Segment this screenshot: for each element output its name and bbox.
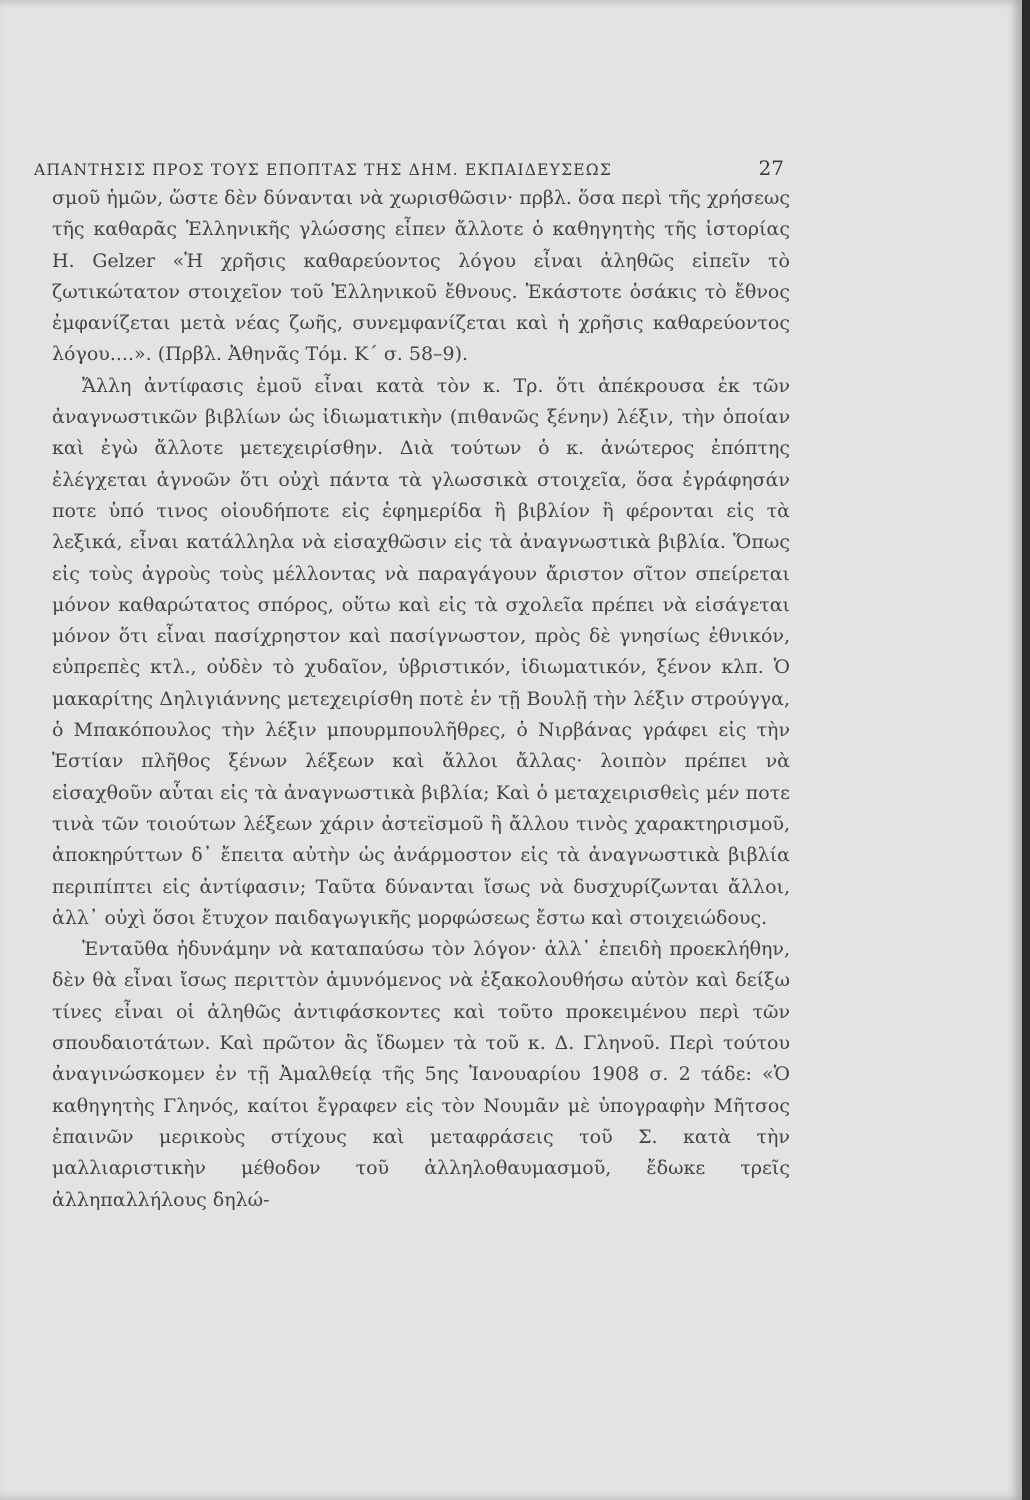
running-header xyxy=(34,156,784,180)
body-text xyxy=(52,183,790,1216)
page-number: 27 xyxy=(758,156,784,180)
paragraph-2: Ἄλλη ἀντίφασις ἐμοῦ εἶναι κατὰ τὸν κ. Τρ. ὅτι ἀπέκρουσα ἐκ τῶν ἀναγνωστικῶν βιβλίων ὡς ἰδιωματικὴν (πιθανῶς ξένην) λέξιν, τὴν ὁποίαν καὶ ἐγὼ ἄλλοτε μετεχειρίσθην. Διὰ τούτων ὁ κ. ἀνώτερος ἐπόπτης ἐλέγχεται ἀγνοῶν ὅτι οὐχὶ πάντα τὰ γλωσσικὰ στοιχεῖα, ὅσα ἐγράφησάν ποτε ὑπό τινος οἱουδήποτε εἰς ἐφημερίδα ἢ βιβλίον ἢ φέρονται εἰς τὰ λεξικά, εἶναι κατάλληλα νὰ εἰσαχθῶσιν εἰς τὰ ἀναγνωστικὰ βιβλία. Ὅπως εἰς τοὺς ἀγροὺς τοὺς μέλλοντας νὰ παραγάγουν ἄριστον σῖτον σπείρεται μόνον καθαρώτατος σπόρος, οὕτω καὶ εἰς τὰ σχολεῖα πρέπει νὰ εἰσάγεται μόνον ὅτι εἶναι πασίχρηστον καὶ πασίγνωστον, πρὸς δὲ γνησίως ἐθνικόν, εὐπρεπὲς κτλ., οὐδὲν τὸ χυδαῖον, ὑβριστικόν, ἰδιωματικόν, ξένον κλπ. Ὁ μακαρίτης Δηλιγιάννης μετεχειρίσθη ποτὲ ἐν τῇ Βουλῇ τὴν λέξιν στρούγγα, ὁ Μπακόπουλος τὴν λέξιν μπουρμπουλῆθρες, ὁ Νιρβάνας γράφει εἰς τὴν Ἑστίαν πλῆθος ξένων λέξεων καὶ ἄλλοι ἄλλας· λοιπὸν πρέπει νὰ εἰσαχθοῦν αὗται εἰς τὰ ἀναγνωστικὰ βιβλία; Καὶ ὁ μεταχειρισθεὶς μέν ποτε τινὰ τῶν τοιούτων λέξεων χάριν ἀστεϊσμοῦ ἢ ἄλλου τινὸς χαρακτηρισμοῦ, ἀποκηρύττων δ᾿ ἔπειτα αὐτὴν ὡς ἀνάρμοστον εἰς τὰ ἀναγνωστικὰ βιβλία περιπίπτει εἰς ἀντίφασιν; Ταῦτα δύνανται ἴσως νὰ δυσχυρίζωνται ἄλλοι, ἀλλ᾿ οὐχὶ ὅσοι ἔτυχον παιδαγωγικῆς μορφώσεως ἔστω καὶ στοιχειώδους. xyxy=(52,374,790,929)
paragraph-3: Ἐνταῦθα ἠδυνάμην νὰ καταπαύσω τὸν λόγον· ἀλλ᾿ ἐπειδὴ προεκλήθην, δὲν θὰ εἶναι ἴσως περιττὸν ἀμυνόμενος νὰ ἐξακολουθήσω αὐτὸν καὶ δείξω τίνες εἶναι οἱ ἀληθῶς ἀντιφάσκοντες καὶ τοῦτο προκειμένου περὶ τῶν σπουδαιοτάτων. Καὶ πρῶτον ἂς ἴδωμεν τὰ τοῦ κ. Δ. Γληνοῦ. Περὶ τούτου ἀναγινώσκομεν ἐν τῇ Ἀμαλθείᾳ τῆς 5ης Ἰανουαρίου 1908 σ. 2 τάδε: «Ὁ καθηγητὴς Γληνός, καίτοι ἔγραφεν εἰς τὸν Νουμᾶν μὲ ὑπογραφὴν Μῆτσος ἐπαινῶν μερικοὺς στίχους καὶ μεταφράσεις τοῦ Σ. κατὰ τὴν μαλλιαριστικὴν μέθοδον τοῦ ἀλληλοθαυμασμοῦ, ἔδωκε τρεῖς ἀλληπαλλήλους δηλώ- xyxy=(52,938,790,1211)
paragraph-1: σμοῦ ἡμῶν, ὥστε δὲν δύνανται νὰ χωρισθῶσιν· πρβλ. ὅσα περὶ τῆς χρήσεως τῆς καθαρᾶς Ἑλληνικῆς γλώσσης εἶπεν ἄλλοτε ὁ καθηγητὴς τῆς ἱστορίας Η. Gelzer «Ἡ χρῆσις καθαρεύοντος λόγου εἶναι ἀληθῶς εἰπεῖν τὸ ζωτικώτατον στοιχεῖον τοῦ Ἑλληνικοῦ ἔθνους. Ἑκάστοτε ὁσάκις τὸ ἔθνος ἐμφανίζεται μετὰ νέας ζωῆς, συνεμφανίζεται καὶ ἡ χρῆσις καθαρεύοντος λόγου....». (Πρβλ. Ἀθηνᾶς Τόμ. Κ΄ σ. 58–9). xyxy=(52,187,790,366)
header-title: ΑΠΑΝΤΗΣΙΣ ΠΡΟΣ ΤΟΥΣ ΕΠΟΠΤΑΣ ΤΗΣ ΔΗΜ. ΕΚΠΑΙΔΕΥΣΕΩΣ xyxy=(34,161,612,179)
page-edge xyxy=(1022,0,1030,1500)
